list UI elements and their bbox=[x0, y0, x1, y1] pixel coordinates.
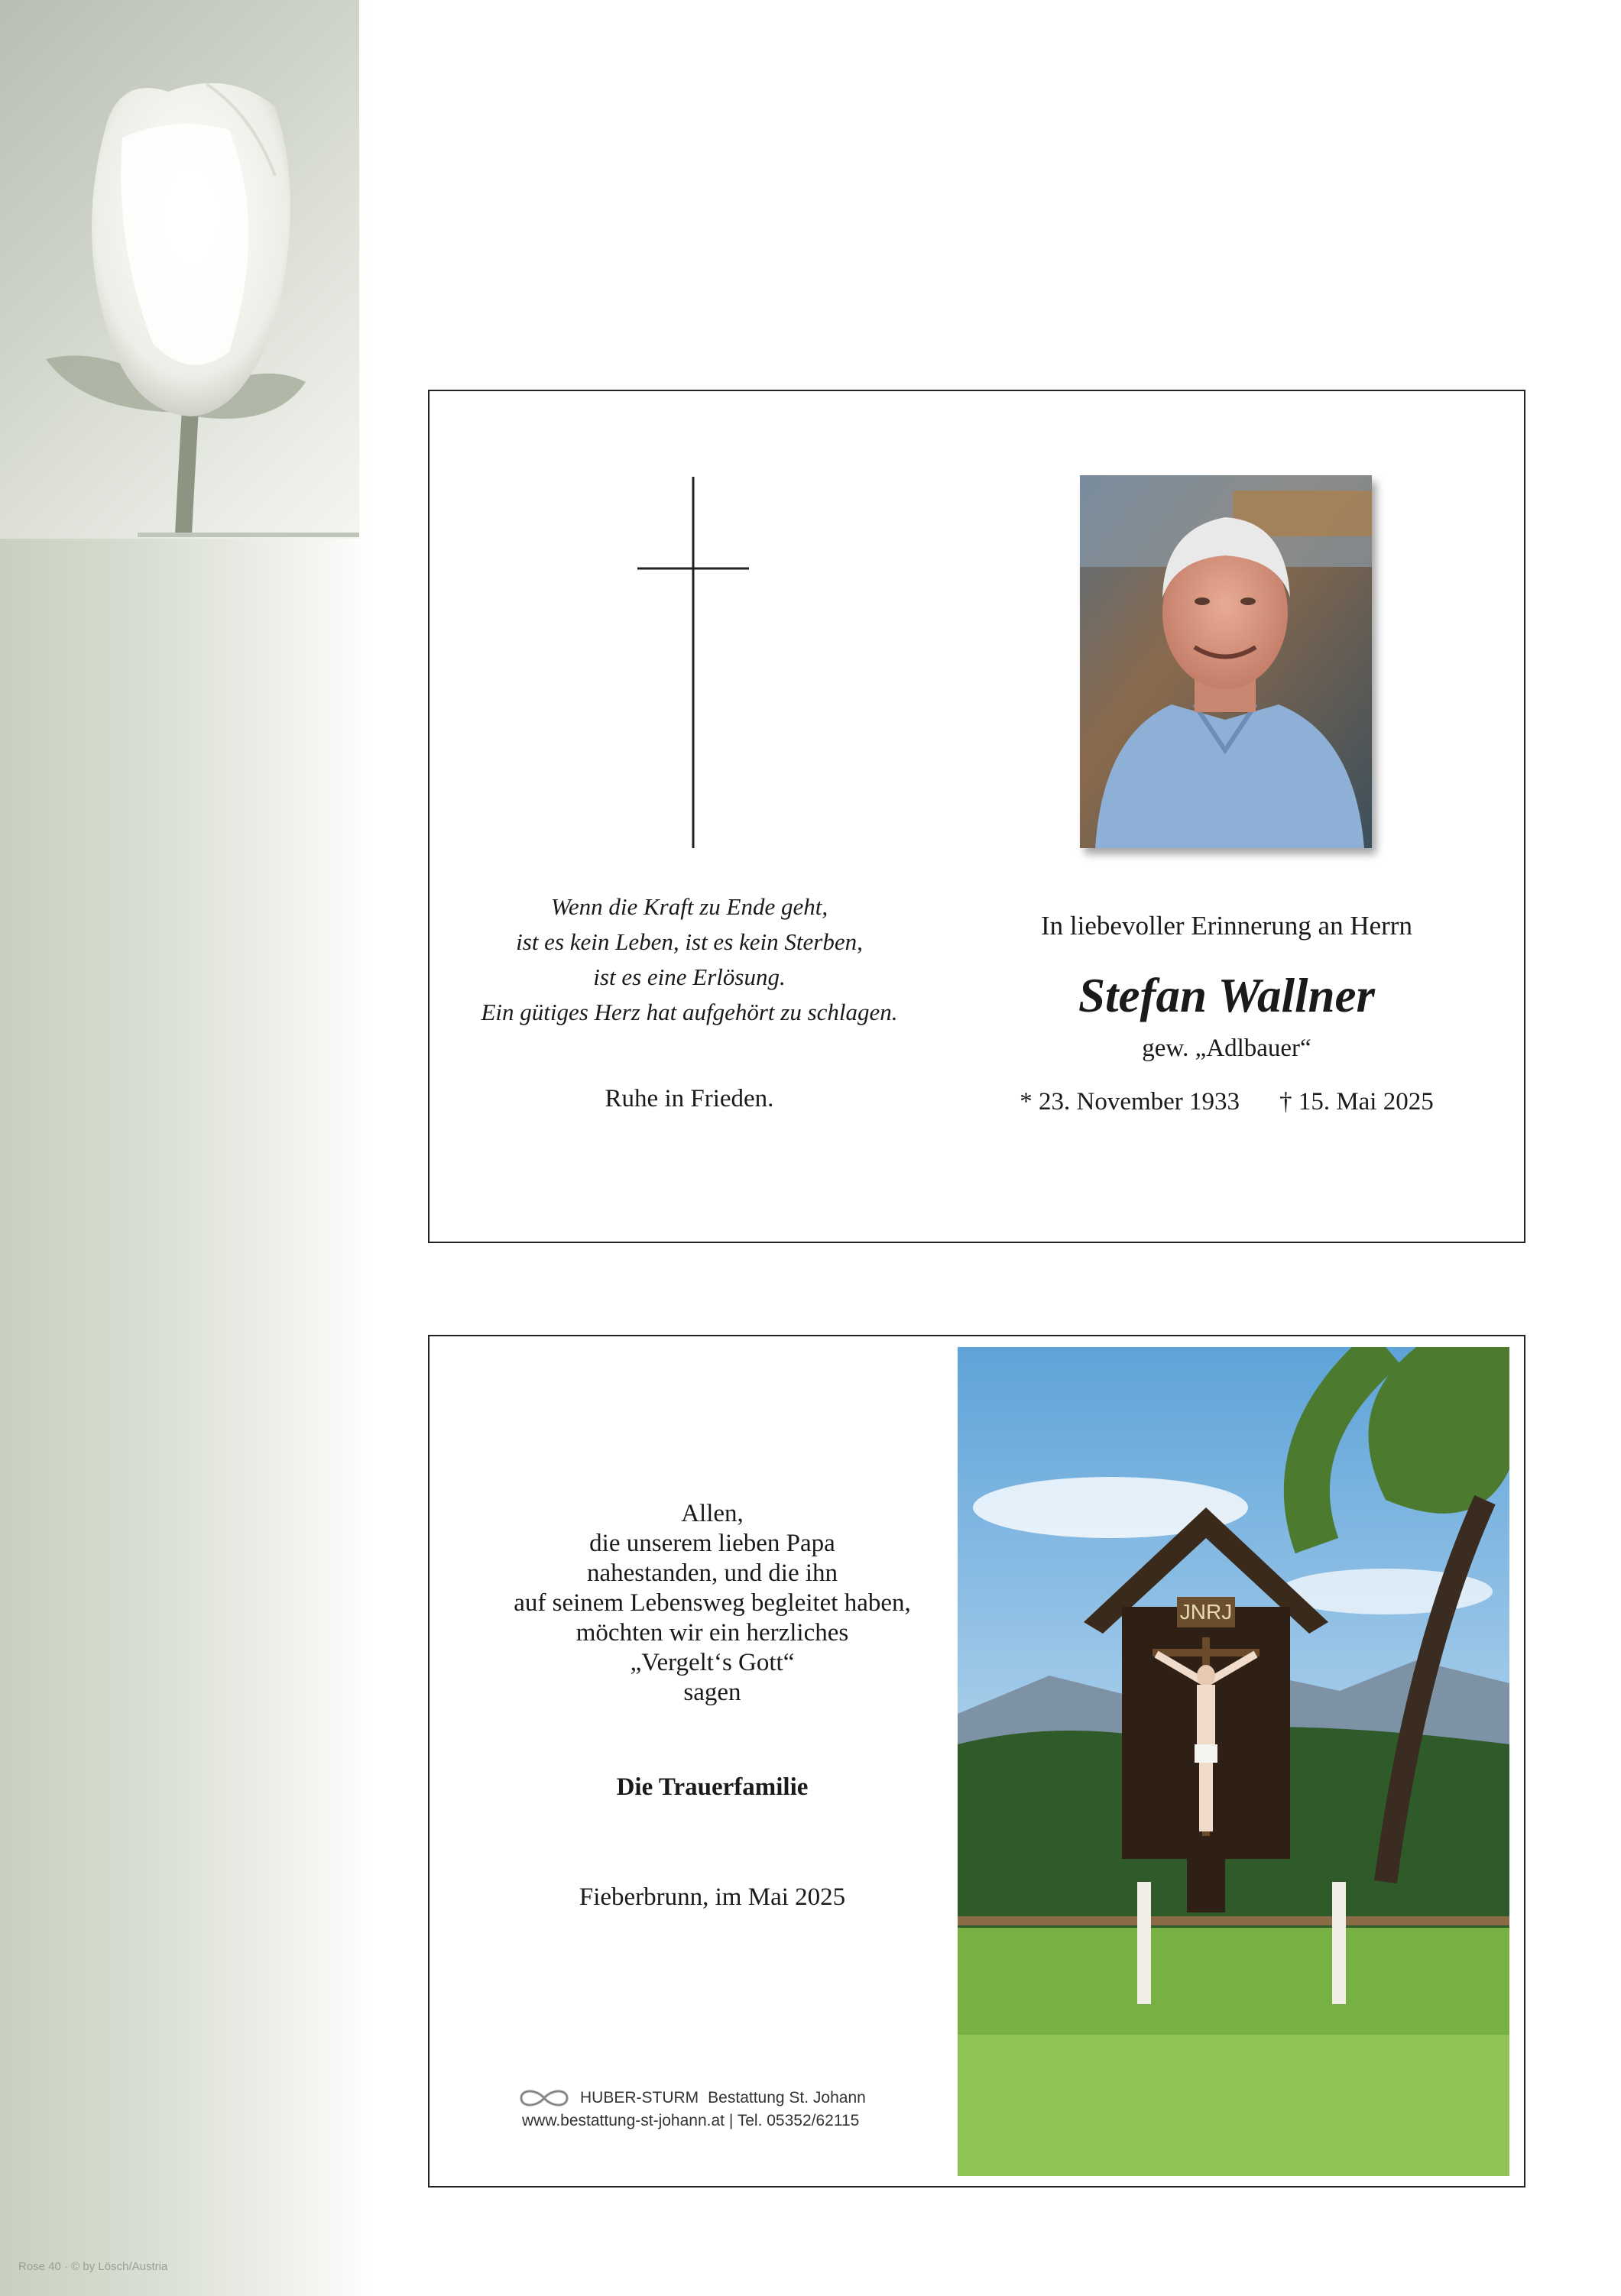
poem-line: Ein gütiges Herz hat aufgehört zu schlagen. bbox=[481, 999, 898, 1025]
deceased-name: Stefan Wallner bbox=[1078, 969, 1375, 1022]
thanks-line: auf seinem Lebensweg begleitet haben, bbox=[514, 1589, 911, 1617]
funeral-home-info bbox=[517, 2089, 915, 2130]
memory-intro: In liebevoller Erinnerung an Herrn bbox=[1041, 911, 1412, 941]
obituary-card bbox=[428, 390, 1525, 1243]
company-name: HUBER-STURM bbox=[580, 2089, 699, 2107]
thanks-line: die unserem lieben Papa bbox=[589, 1530, 835, 1557]
thanks-line: nahestanden, und die ihn bbox=[586, 1559, 838, 1587]
sidebar-copyright: Rose 40 · © by Lösch/Austria bbox=[18, 2260, 168, 2273]
thanks-card bbox=[428, 1335, 1525, 2188]
place-date: Fieberbrunn, im Mai 2025 bbox=[579, 1883, 846, 1911]
thanks-text bbox=[460, 1499, 964, 1708]
poem bbox=[445, 889, 934, 1030]
thanks-line: „Vergelt‘s Gott“ bbox=[630, 1649, 795, 1676]
poem-line: Wenn die Kraft zu Ende geht, bbox=[550, 893, 828, 920]
thanks-line: sagen bbox=[683, 1679, 741, 1706]
poem-line: ist es eine Erlösung. bbox=[593, 963, 786, 990]
portrait-photo bbox=[1080, 475, 1372, 848]
birth-date: * 23. November 1933 bbox=[1020, 1088, 1240, 1116]
cross-icon bbox=[636, 475, 751, 850]
death-date: † 15. Mai 2025 bbox=[1279, 1088, 1434, 1116]
white-rose-icon bbox=[0, 0, 359, 539]
decorative-sidebar bbox=[0, 0, 374, 2296]
nickname: gew. „Adlbauer“ bbox=[1142, 1035, 1311, 1062]
shrine-sign: JNRJ bbox=[1179, 1600, 1233, 1624]
thanks-line: Allen, bbox=[681, 1500, 744, 1527]
company-contact: www.bestattung-st-johann.at | Tel. 05352/62115 bbox=[522, 2112, 860, 2129]
life-dates bbox=[980, 1088, 1473, 1116]
rose-image bbox=[0, 0, 359, 539]
company-suffix: Bestattung St. Johann bbox=[708, 2089, 866, 2107]
wayside-shrine-photo bbox=[958, 1347, 1509, 2176]
poem-line: ist es kein Leben, ist es kein Sterben, bbox=[516, 928, 863, 955]
rest-in-peace: Ruhe in Frieden. bbox=[605, 1085, 774, 1112]
infinity-logo-icon bbox=[517, 2089, 571, 2107]
thanks-line: möchten wir ein herzliches bbox=[575, 1619, 849, 1647]
family-signature: Die Trauerfamilie bbox=[616, 1773, 809, 1801]
